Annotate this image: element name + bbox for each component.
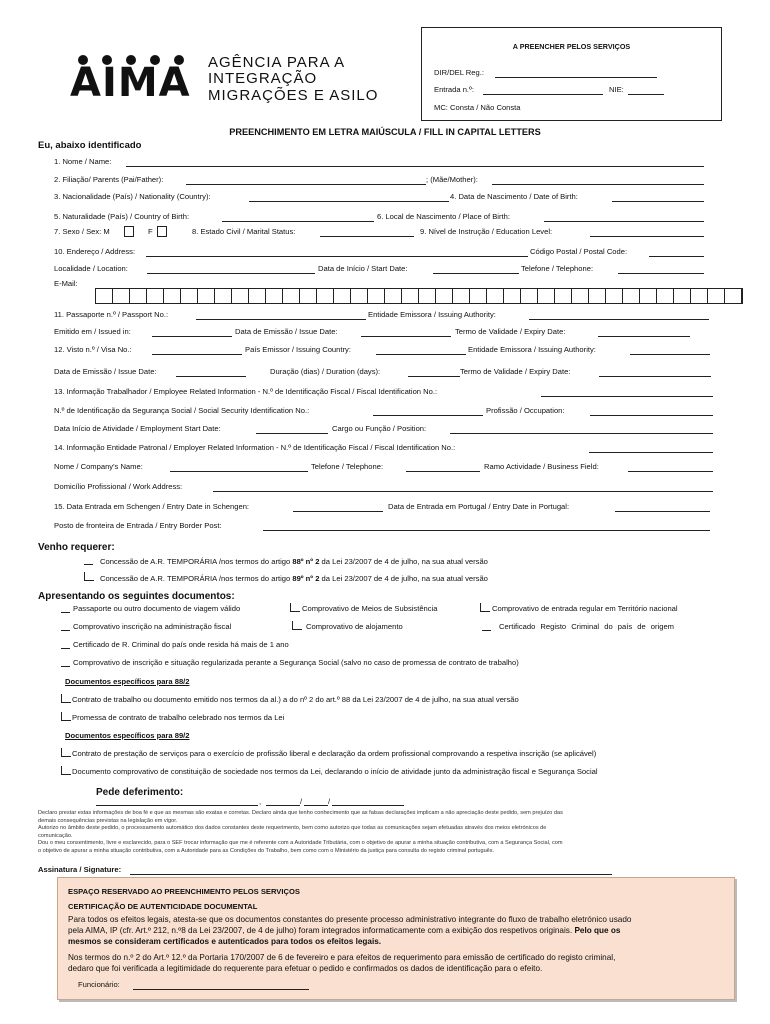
country-of-birth-field[interactable] (222, 221, 374, 222)
nie-field[interactable] (628, 94, 664, 95)
request-89-text-a: Concessão de A.R. TEMPORÁRIA /nos termos do artigo (100, 574, 291, 583)
visa-issue-date-label: Data de Emissão / Issue Date: (54, 367, 157, 376)
doc-contract-label: Contrato de trabalho ou documento emitido nos termos da al.) a do nº 2 do art.º 88 da Lei 23/2007 de 4 de julho, na sua atual versão (72, 695, 519, 704)
name-field[interactable] (126, 166, 704, 167)
doc-subsistence-checkbox[interactable] (290, 603, 300, 612)
legal-p1-b: demais consequências previstas na legislação em vigor. (38, 817, 178, 824)
issued-in-label: Emitido em / Issued in: (54, 327, 131, 336)
social-security-field[interactable] (373, 415, 483, 416)
portugal-entry-label: Data de Entrada em Portugal / Entry Date in Portugal: (388, 502, 570, 511)
employer-nif-field[interactable] (589, 452, 713, 453)
doc-social-security-checkbox[interactable] (61, 658, 70, 667)
legal-text (38, 810, 738, 855)
doc-promise-label: Promessa de contrato de trabalho celebrado nos termos da Lei (72, 713, 285, 722)
doc-contract-checkbox[interactable] (61, 694, 71, 703)
work-address-field[interactable] (213, 491, 713, 492)
passport-label: 11. Passaporte n.º / Passport No.: (54, 310, 169, 319)
education-label: 9. Nível de Instrução / Education Level: (420, 227, 553, 236)
education-field[interactable] (590, 236, 704, 237)
deferimento-slash-1: / (300, 797, 303, 806)
visa-authority-field[interactable] (630, 354, 710, 355)
occupation-field[interactable] (590, 415, 713, 416)
sex-female-checkbox[interactable] (157, 226, 167, 237)
services-box (421, 27, 722, 121)
reserved-text-1: Para todos os efeitos legais, atesta-se que os documentos constantes do presente processo administrativo integrante do fluxo de trabalho eletrónico usado (68, 915, 632, 924)
legal-p2-a: Autorizo no âmbito deste pedido, o processamento automático dos dados constantes deste requerimento, bem como autorizo que todas as comunicações sejam efetuadas através dos meios eletrónicos de (38, 825, 547, 831)
services-box-title: A PREENCHER PELOS SERVIÇOS (512, 42, 631, 51)
issue-date-field[interactable] (361, 336, 451, 337)
signature-label: Assinatura / Signature: (38, 865, 122, 874)
visa-issue-date-field[interactable] (176, 376, 246, 377)
deferimento-title: Pede deferimento: (96, 787, 184, 798)
doc-housing-checkbox[interactable] (292, 621, 302, 630)
visa-expiry-label: Termo de Validade / Expiry Date: (460, 367, 571, 376)
company-name-field[interactable] (170, 471, 308, 472)
doc-criminal-residence-label: Certificado de R. Criminal do país onde resida há mais de 1 ano (73, 640, 289, 649)
position-field[interactable] (450, 433, 713, 434)
postal-code-field[interactable] (649, 256, 704, 257)
birth-date-label: 4. Data de Nascimento / Date of Birth: (450, 192, 578, 201)
place-of-birth-field[interactable] (544, 221, 704, 222)
entrada-field[interactable] (483, 94, 603, 95)
marital-status-label: 8. Estado Civil / Marital Status: (192, 227, 296, 236)
logo-wordmark: AIMA (70, 60, 191, 106)
request-88-label (100, 557, 488, 566)
dir-del-label: DIR/DEL Reg.: (434, 68, 484, 77)
expiry-date-label: Termo de Validade / Expiry Date: (455, 327, 566, 336)
entrada-label: Entrada n.º: (434, 85, 474, 94)
business-field-label: Ramo Actividade / Business Field: (484, 462, 599, 471)
duration-label: Duração (dias) / Duration (days): (270, 367, 381, 376)
reserved-text-2 (68, 925, 620, 936)
request-88-text-c: da Lei 23/2007 de 4 de julho, na sua atual versão (321, 557, 488, 566)
deferimento-place-field[interactable] (96, 805, 258, 806)
deferimento-year-field[interactable] (332, 805, 404, 806)
employee-nif-field[interactable] (541, 396, 713, 397)
doc-promise-checkbox[interactable] (61, 712, 71, 721)
request-88-article: 88º nº 2 (292, 557, 320, 566)
reserved-text-3: mesmos se consideram certificados e autenticados para todos os efeitos legais. (68, 937, 382, 946)
doc-company-checkbox[interactable] (61, 766, 71, 775)
deferimento-comma: , (259, 797, 262, 806)
address-field[interactable] (146, 256, 528, 257)
section-89-title: Documentos específicos para 89/2 (65, 731, 190, 740)
reserved-text-4: Nos termos do n.º 2 do Art.º 12.º da Portaria 170/2007 de 6 de fevereiro e para efeitos de requerimento para emissão de certificado do registo criminal, (68, 953, 616, 962)
doc-criminal-residence-checkbox[interactable] (61, 640, 70, 649)
form-heading: PREENCHIMENTO EM LETRA MAIÚSCULA / FILL IN CAPITAL LETTERS (229, 127, 541, 137)
agency-logo (70, 52, 405, 108)
logo-line-2: INTEGRAÇÃO (208, 70, 318, 87)
mother-field[interactable] (492, 184, 704, 185)
funcionario-label: Funcionário: (78, 980, 120, 989)
sex-label: 7. Sexo / Sex: M (54, 227, 110, 236)
name-label: 1. Nome / Name: (54, 157, 112, 166)
issued-in-field[interactable] (152, 336, 232, 337)
email-boxes[interactable] (95, 288, 743, 304)
mc-label: MC: Consta / Não Consta (434, 103, 521, 112)
section-88-title: Documentos específicos para 88/2 (65, 677, 190, 686)
legal-p3-b: o objetivo de apurar a minha situação contributiva, com a Autoridade para as Condições do Trabalho, bem como com o Ministério da justiça para consulta do registo criminal português. (38, 847, 495, 854)
border-post-field[interactable] (263, 530, 710, 531)
duration-field[interactable] (408, 376, 460, 377)
employer-info-label: 14. Informação Entidade Patronal / Employer Related Information - N.º de Identificação Fiscal / Fiscal Identification No.: (54, 443, 456, 452)
address-label: 10. Endereço / Address: (54, 247, 136, 256)
issue-date-label: Data de Emissão / Issue Date: (235, 327, 338, 336)
marital-status-field[interactable] (320, 236, 414, 237)
start-date-label: Data de Início / Start Date: (318, 264, 408, 273)
legal-p2-b: comunicação. (38, 832, 73, 839)
request-89-label (100, 574, 488, 583)
doc-passport-label: Passaporte ou outro documento de viagem válido (73, 604, 241, 613)
doc-services-contract-checkbox[interactable] (61, 748, 71, 757)
signature-field[interactable] (130, 874, 612, 875)
doc-criminal-origin-checkbox[interactable] (482, 622, 491, 631)
company-telephone-field[interactable] (406, 471, 480, 472)
employment-start-field[interactable] (256, 433, 328, 434)
country-of-birth-label: 5. Naturalidade (País) / Country of Birth: (54, 212, 190, 221)
logo-line-1: AGÊNCIA PARA A (208, 54, 346, 71)
position-label: Cargo ou Função / Position: (332, 424, 427, 433)
start-date-field[interactable] (433, 273, 519, 274)
location-field[interactable] (147, 273, 315, 274)
doc-housing-label: Comprovativo de alojamento (306, 622, 403, 631)
company-telephone-label: Telefone / Telephone: (311, 462, 384, 471)
employment-start-label: Data Início de Atividade / Employment Start Date: (54, 424, 221, 433)
request-title: Venho requerer: (38, 542, 115, 553)
reserved-subtitle: CERTIFICAÇÃO DE AUTENTICIDADE DOCUMENTAL (68, 902, 258, 911)
sex-female-label: F (148, 227, 153, 236)
work-address-label: Domicílio Profissional / Work Address: (54, 482, 183, 491)
border-post-label: Posto de fronteira de Entrada / Entry Border Post: (54, 521, 222, 530)
reserved-text-2a: pela AIMA, IP (cfr. Art.º 212, n.º8 da Lei 23/2007, de 4 de julho) foram integrados informaticamente com a exibição dos respetivos originais. (68, 926, 573, 935)
nie-label: NIE: (609, 85, 624, 94)
telephone-label: Telefone / Telephone: (521, 264, 594, 273)
doc-tax-label: Comprovativo inscrição na administração fiscal (73, 622, 232, 631)
reserved-text-2b: Pelo que os (574, 926, 621, 935)
doc-passport-checkbox[interactable] (61, 604, 70, 613)
nationality-field[interactable] (249, 201, 449, 202)
location-label: Localidade / Location: (54, 264, 128, 273)
company-name-label: Nome / Company's Name: (54, 462, 143, 471)
legal-p3-a: Dou o meu consentimento, livre e esclarecido, para o SEF trocar informação que me é referente com a Autoridade Tributária, com o objetivo de apurar a minha situação contributiva, com a Segurança Social, com (38, 840, 563, 846)
nationality-label: 3. Nacionalidade (País) / Nationality (Country): (54, 192, 211, 201)
doc-tax-checkbox[interactable] (61, 622, 70, 631)
doc-social-security-label: Comprovativo de inscrição e situação regularizada perante a Segurança Social (salvo no caso de promessa de contrato de trabalho) (73, 658, 519, 667)
issuing-authority-field[interactable] (529, 319, 709, 320)
doc-regular-entry-label: Comprovativo de entrada regular em Território nacional (492, 604, 678, 613)
business-field-field[interactable] (628, 471, 713, 472)
schengen-entry-field[interactable] (293, 511, 383, 512)
documents-title: Apresentando os seguintes documentos: (38, 591, 235, 602)
identity-title: Eu, abaixo identificado (38, 140, 142, 151)
employee-info-label: 13. Informação Trabalhador / Employee Related Information - N.º de Identificação Fiscal / Fiscal Identification No.: (54, 387, 438, 396)
social-security-label: N.º de Identificação da Segurança Social / Social Security Identification No.: (54, 406, 310, 415)
doc-subsistence-label: Comprovativo de Meios de Subsistência (302, 604, 438, 613)
request-89-checkbox[interactable] (84, 572, 94, 581)
telephone-field[interactable] (618, 273, 704, 274)
request-88-text-a: Concessão de A.R. TEMPORÁRIA /nos termos do artigo (100, 557, 291, 566)
mother-label: ; (Mãe/Mother): (426, 175, 478, 184)
reserved-text-5: dedaro que foi verificada a legitimidade do requerente para efetuar o pedido e confirmados os dados de identificação para o efeito. (68, 964, 543, 973)
place-of-birth-label: 6. Local de Nascimento / Place of Birth: (377, 212, 510, 221)
deferimento-slash-2: / (328, 797, 331, 806)
request-89-article: 89º nº 2 (292, 574, 320, 583)
funcionario-field[interactable] (133, 989, 309, 990)
passport-field[interactable] (196, 319, 366, 320)
doc-company-label: Documento comprovativo de constituição de sociedade nos termos da Lei, declarando o início de atividade junto da administração fiscal e Segurança Social (72, 767, 598, 776)
birth-date-field[interactable] (612, 201, 704, 202)
postal-code-label: Código Postal / Postal Code: (530, 247, 628, 256)
doc-services-contract-label: Contrato de prestação de serviços para o exercício de profissão liberal e declaração da ordem profissional comprovando a respetiva inscrição (se aplicável) (72, 749, 597, 758)
request-89-text-c: da Lei 23/2007 de 4 de julho, na sua atual versão (321, 574, 488, 583)
visa-field[interactable] (152, 354, 242, 355)
issuing-country-label: País Emissor / Issuing Country: (245, 345, 351, 354)
doc-criminal-origin-label: Certificado Registo Criminal do país de origem (499, 622, 675, 631)
father-field[interactable] (186, 184, 426, 185)
sex-male-checkbox[interactable] (124, 226, 134, 237)
parents-label: 2. Filiação/ Parents (Pai/Father): (54, 175, 164, 184)
deferimento-month-field[interactable] (304, 805, 328, 806)
issuing-authority-label: Entidade Emissora / Issuing Authority: (368, 310, 496, 319)
visa-expiry-field[interactable] (599, 376, 711, 377)
request-88-checkbox[interactable] (84, 556, 93, 565)
issuing-country-field[interactable] (376, 354, 466, 355)
email-label: E-Mail: (54, 279, 78, 288)
expiry-date-field[interactable] (598, 336, 690, 337)
schengen-entry-label: 15. Data Entrada em Schengen / Entry Date in Schengen: (54, 502, 250, 511)
reserved-title: ESPAÇO RESERVADO AO PREENCHIMENTO PELOS SERVIÇOS (68, 887, 300, 896)
legal-p1-a: Declaro prestar estas informações de boa fé e que as mesmas são exatas e corretas. Declaro ainda que tenho conhecimento que as falsas declarações implicam a não apreciação deste pedido, sem prejuízo das (38, 810, 563, 816)
doc-regular-entry-checkbox[interactable] (480, 603, 490, 612)
portugal-entry-field[interactable] (615, 511, 710, 512)
deferimento-day-field[interactable] (266, 805, 300, 806)
occupation-label: Profissão / Occupation: (486, 406, 565, 415)
logo-line-3: MIGRAÇÕES E ASILO (208, 87, 379, 104)
visa-authority-label: Entidade Emissora / Issuing Authority: (468, 345, 596, 354)
visa-label: 12. Visto n.º / Visa No.: (54, 345, 132, 354)
reserved-box (57, 877, 735, 1000)
dir-del-field[interactable] (495, 77, 657, 78)
